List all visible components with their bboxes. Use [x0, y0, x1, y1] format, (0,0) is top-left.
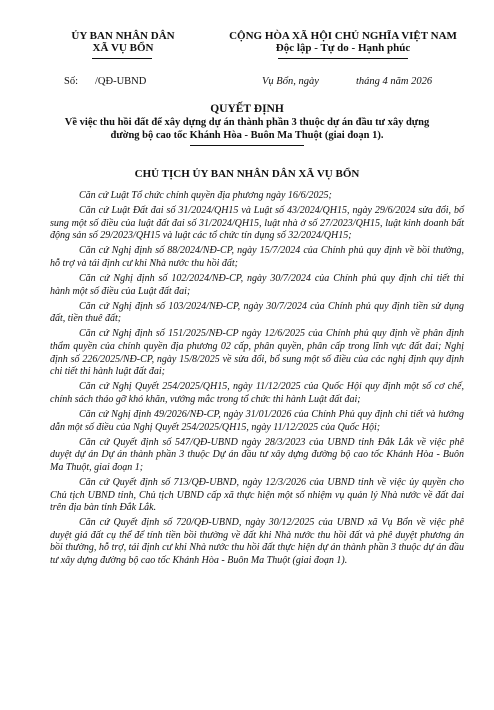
doc-number-label: Số:	[64, 76, 79, 87]
basis-paragraph: Căn cứ Luật Tổ chức chính quyền địa phương ngày 16/6/2025;	[79, 190, 332, 201]
issuing-agency	[48, 30, 198, 54]
basis-paragraph: Căn cứ Quyết định số 720/QĐ-UBND, ngày 30/12/2025 của UBND xã Vụ Bổn về việc phê duyệt giá đất cụ thể để tính tiền bồi thường về đất khi Nhà nước thu hồi đất và phê duyệt phương án bồi thường, hỗ trợ, tái định cư khi Nhà nước thu hồi đất thực hiện dự án thành phần 3 thuộc dự án đầu tư xây dựng đường bộ cao tốc Khánh Hòa - Buôn Ma Thuột (giai đoạn 1).	[50, 517, 464, 567]
document-subject: Về việc thu hồi đất để xây dựng dự án thành phần 3 thuộc dự án đầu tư xây dựng đường bộ cao tốc Khánh Hòa - Buôn Ma Thuột (giai đoạn 1).	[64, 117, 430, 141]
document-title: QUYẾT ĐỊNH	[210, 103, 284, 115]
issuer-title: CHỦ TỊCH ỦY BAN NHÂN DÂN XÃ VỤ BỔN	[134, 168, 360, 180]
agency-name: ỦY BAN NHÂN DÂN	[71, 30, 175, 42]
basis-paragraph: Căn cứ Nghị định số 151/2025/NĐ-CP ngày 12/6/2025 của Chính phủ quy định về phân định thẩm quyền của chính quyền địa phương 02 cấp, phân quyền, phân cấp trong lĩnh vực đất đai; Nghị định số 226/2025/NĐ-CP, ngày 15/8/2025 về sửa đổi, bổ sung một số điều của các nghị định quy định chi tiết thi hành luật đất đai;	[50, 328, 464, 378]
basis-paragraph: Căn cứ Luật Đất đai số 31/2024/QH15 và Luật số 43/2024/QH15, ngày 29/6/2024 sửa đổi, bổ sung một số điều của luật đất đai số 31/2024/QH15, luật nhà ở số 27/2023/QH15, luật kinh doanh bất động sản số 29/2023/QH15 và luật các tổ chức tín dụng số 32/2024/QH15;	[50, 205, 464, 242]
national-motto	[218, 30, 468, 54]
doc-number: /QĐ-UBND	[95, 76, 147, 87]
basis-paragraph: Căn cứ Nghị định số 103/2024/NĐ-CP, ngày 30/7/2024 của Chính phủ quy định tiền sử dụng đất, tiền thuê đất;	[50, 300, 464, 325]
basis-paragraph: Căn cứ Nghị định số 88/2024/NĐ-CP, ngày 15/7/2024 của Chính phủ quy định về bồi thường, hỗ trợ và tái định cư khi Nhà nước thu hồi đất;	[50, 245, 464, 269]
basis-paragraph: Căn cứ Nghị Quyết 254/2025/QH15, ngày 11/12/2025 của Quốc Hội quy định một số cơ chế, chính sách tháo gỡ khó khăn, vướng mắc trong tổ chức thi hành Luật đất đai;	[50, 381, 464, 405]
basis-paragraph: Căn cứ Quyết định số 547/QĐ-UBND ngày 28/3/2023 của UBND tỉnh Đắk Lắk về việc phê duyệt dự án Dự án thành phần 3 thuộc Dự án đầu tư xây dựng đường bộ cao tốc Khánh Hòa - Buôn Ma Thuột, giai đoạn 1;	[50, 436, 464, 473]
date-place: Vụ Bổn, ngày	[262, 76, 319, 87]
country-name: CỘNG HÒA XÃ HỘI CHỦ NGHĨA VIỆT NAM	[229, 30, 457, 42]
basis-paragraph: Căn cứ Nghị định 49/2026/NĐ-CP, ngày 31/01/2026 của Chính Phủ quy định chi tiết và hướng dẫn một số điều của Nghị Quyết 254/2025/QH15, ngày 11/12/2025 của Quốc Hội;	[50, 409, 464, 433]
number-date-line	[0, 76, 494, 90]
agency-underline	[92, 58, 152, 59]
agency-commune: XÃ VỤ BỔN	[92, 42, 154, 54]
basis-paragraph: Căn cứ Nghị định số 102/2024/NĐ-CP, ngày 30/7/2024 của Chính phủ quy định chi tiết thi hành một số điều của Luật đất đai;	[50, 273, 464, 297]
legal-basis	[50, 190, 464, 570]
basis-paragraph: Căn cứ Quyết định số 713/QĐ-UBND, ngày 12/3/2026 của UBND tỉnh về việc ủy quyền cho Chủ tịch UBND tỉnh, Chủ tịch UBND cấp xã thực hiện một số nhiệm vụ quản lý Nhà nước về đất đai trên địa bàn tỉnh Đắk Lắk.	[50, 476, 464, 514]
motto-underline	[278, 58, 408, 59]
document-header	[0, 30, 494, 70]
motto-line: Độc lập - Tự do - Hạnh phúc	[275, 42, 411, 54]
date-month-year: tháng 4 năm 2026	[356, 76, 433, 87]
subject-underline	[190, 145, 304, 146]
